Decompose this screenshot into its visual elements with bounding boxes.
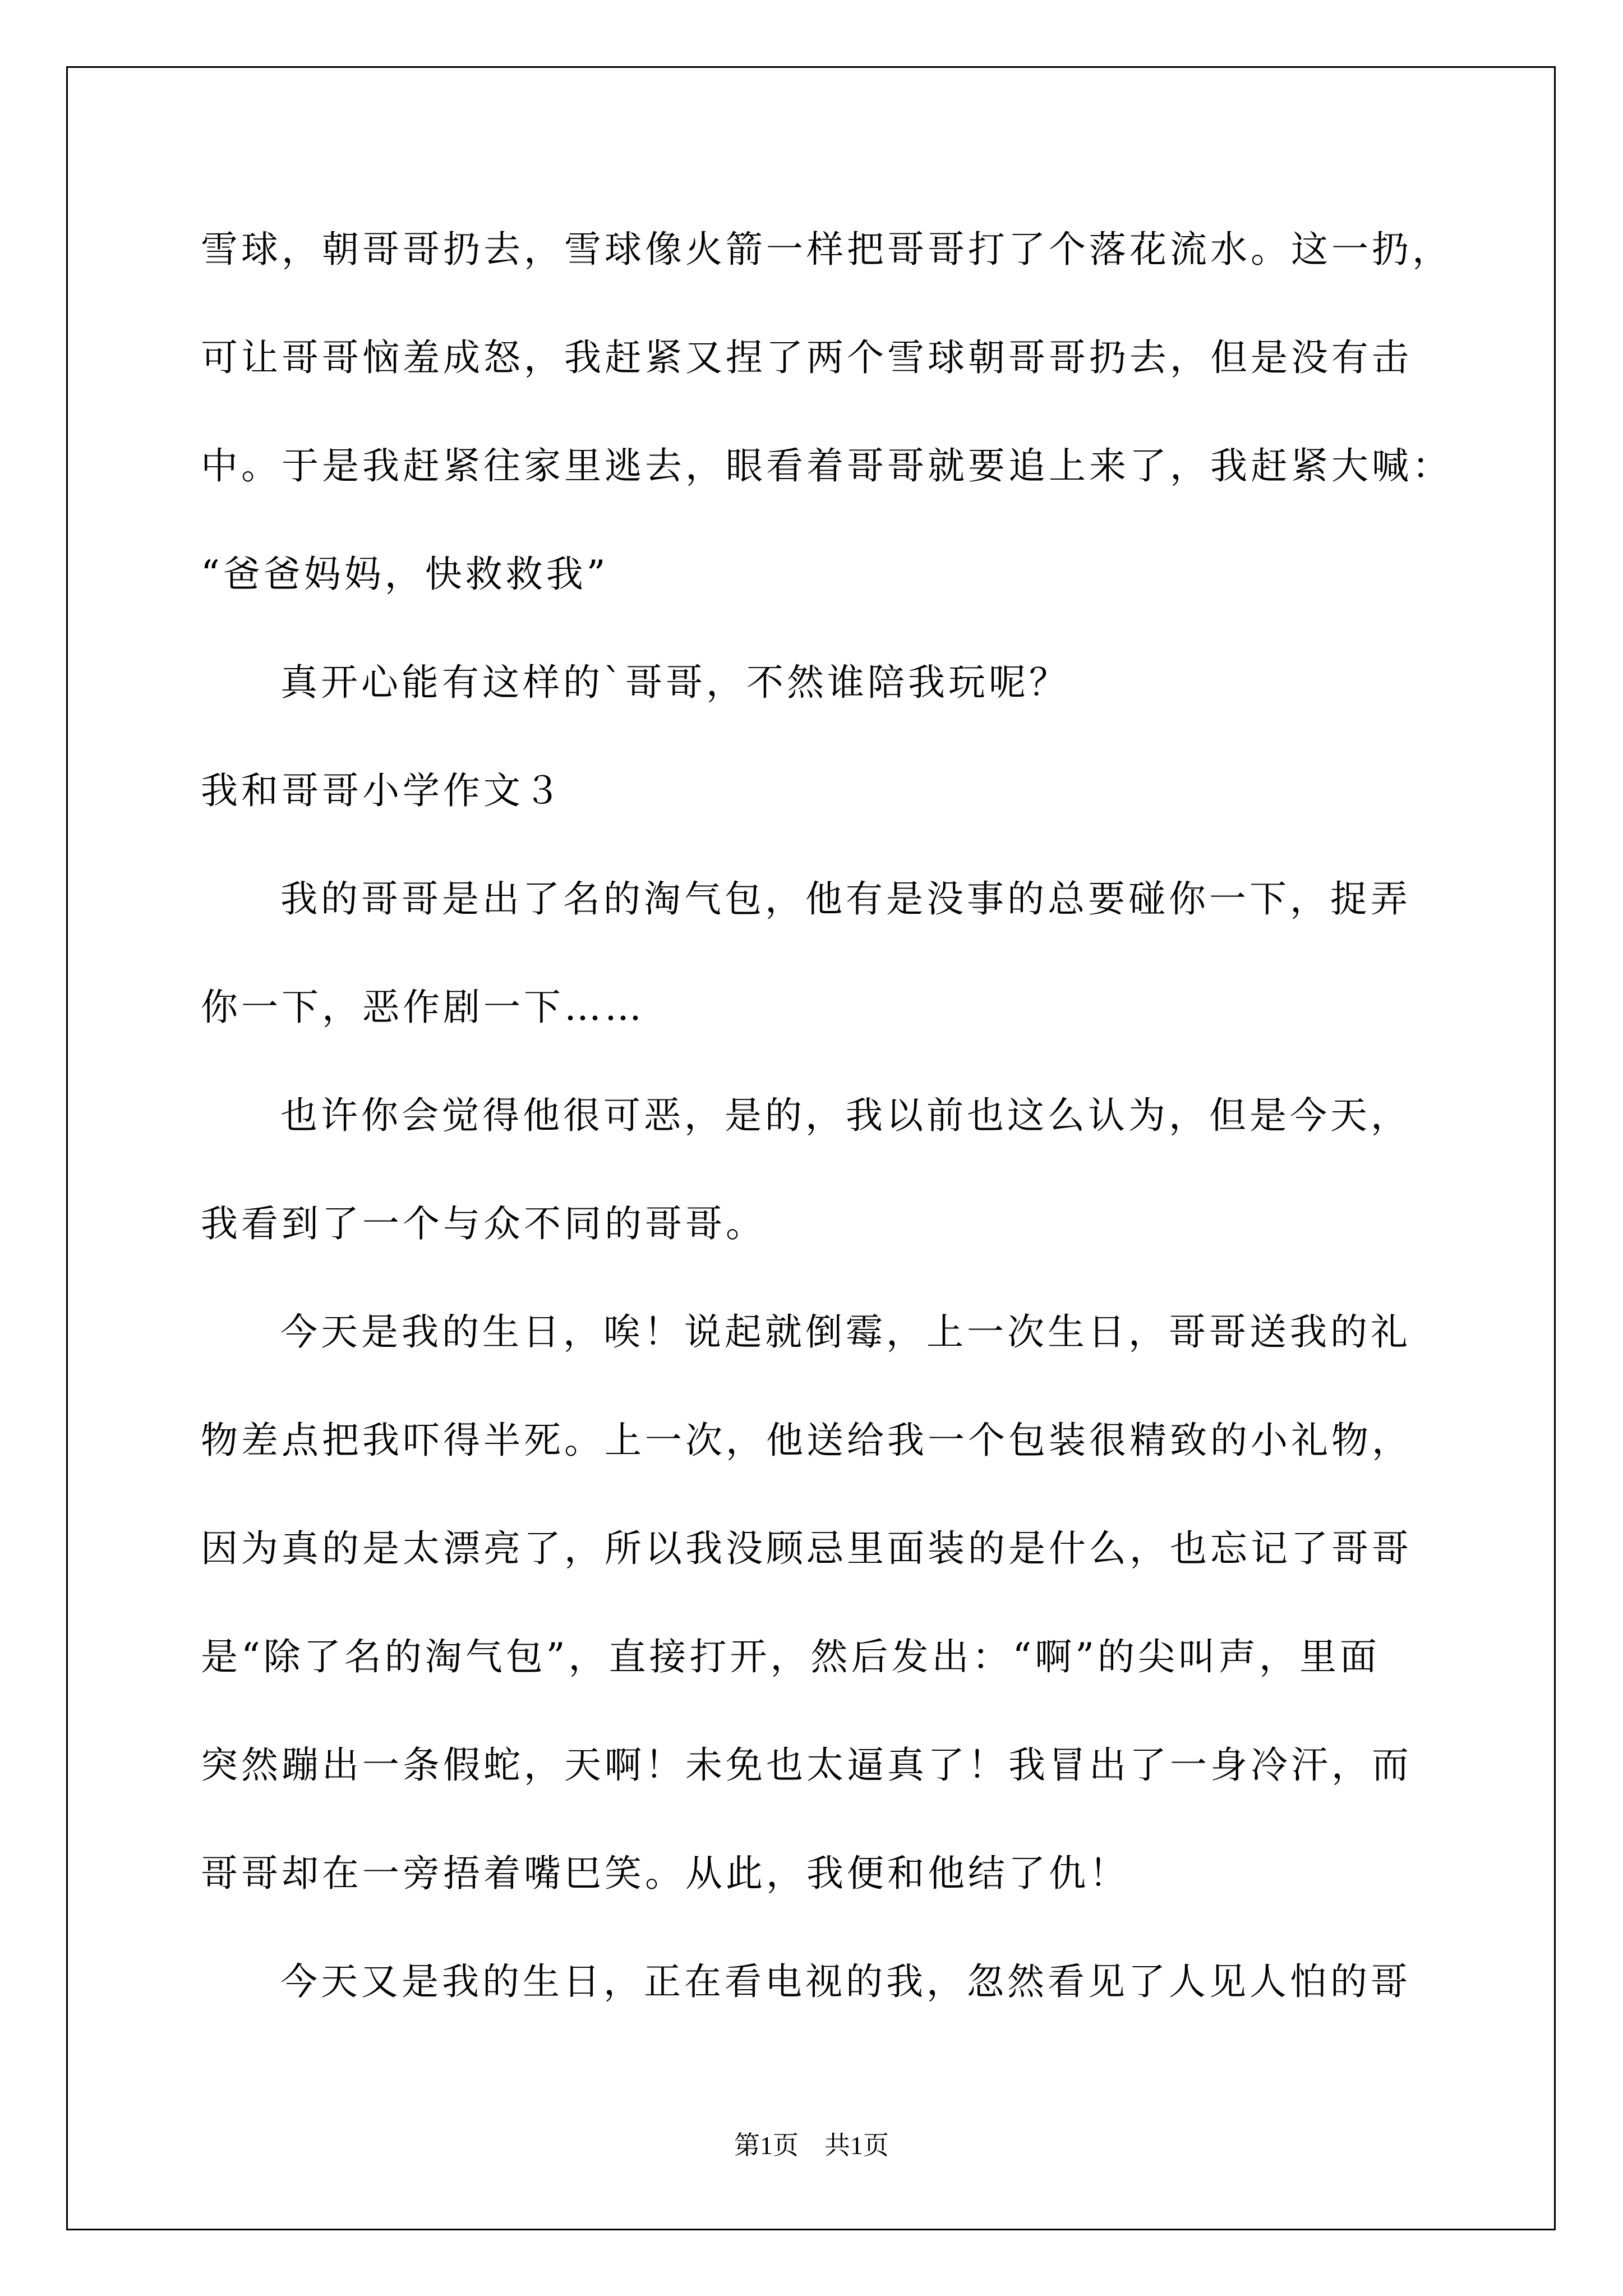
text-line: 真开心能有这样的`哥哥，不然谁陪我玩呢？ <box>280 661 1069 704</box>
text-line: “爸爸妈妈，快救救我” <box>201 553 609 596</box>
section-heading: 我和哥哥小学作文３ <box>201 769 564 812</box>
text-line: 雪球，朝哥哥扔去，雪球像火箭一样把哥哥打了个落花流水。这一扔， <box>201 228 1453 271</box>
text-line: 你一下，恶作剧一下…… <box>201 986 645 1029</box>
page-border <box>66 66 1556 2230</box>
text-line: 物差点把我吓得半死。上一次，他送给我一个包装很精致的小礼物， <box>201 1419 1412 1462</box>
text-line: 突然蹦出一条假蛇，天啊！未免也太逼真了！我冒出了一身冷汗，而 <box>201 1743 1412 1787</box>
text-line: 哥哥却在一旁捂着嘴巴笑。从此，我便和他结了仇！ <box>201 1852 1129 1895</box>
text-line: 因为真的是太漂亮了，所以我没顾忌里面装的是什么，也忘记了哥哥 <box>201 1527 1412 1570</box>
text-line: 也许你会觉得他很可恶，是的，我以前也这么认为，但是今天， <box>280 1094 1411 1137</box>
text-line: 今天又是我的生日，正在看电视的我，忽然看见了人见人怕的哥 <box>280 1960 1411 2003</box>
text-line: 我看到了一个与众不同的哥哥。 <box>201 1202 766 1245</box>
text-line: 我的哥哥是出了名的淘气包，他有是没事的总要碰你一下，捉弄 <box>280 877 1411 921</box>
text-line: 可让哥哥恼羞成怒，我赶紧又捏了两个雪球朝哥哥扔去，但是没有击 <box>201 336 1412 379</box>
text-line: 是“除了名的淘气包”，直接打开，然后发出：“啊”的尖叫声，里面 <box>201 1635 1380 1678</box>
page-number-footer: 第1页 共1页 <box>734 2131 889 2160</box>
text-line: 中。于是我赶紧往家里逃去，眼看着哥哥就要追上来了，我赶紧大喊： <box>201 444 1453 487</box>
text-line: 今天是我的生日，唉！说起就倒霉，上一次生日，哥哥送我的礼 <box>280 1310 1411 1354</box>
